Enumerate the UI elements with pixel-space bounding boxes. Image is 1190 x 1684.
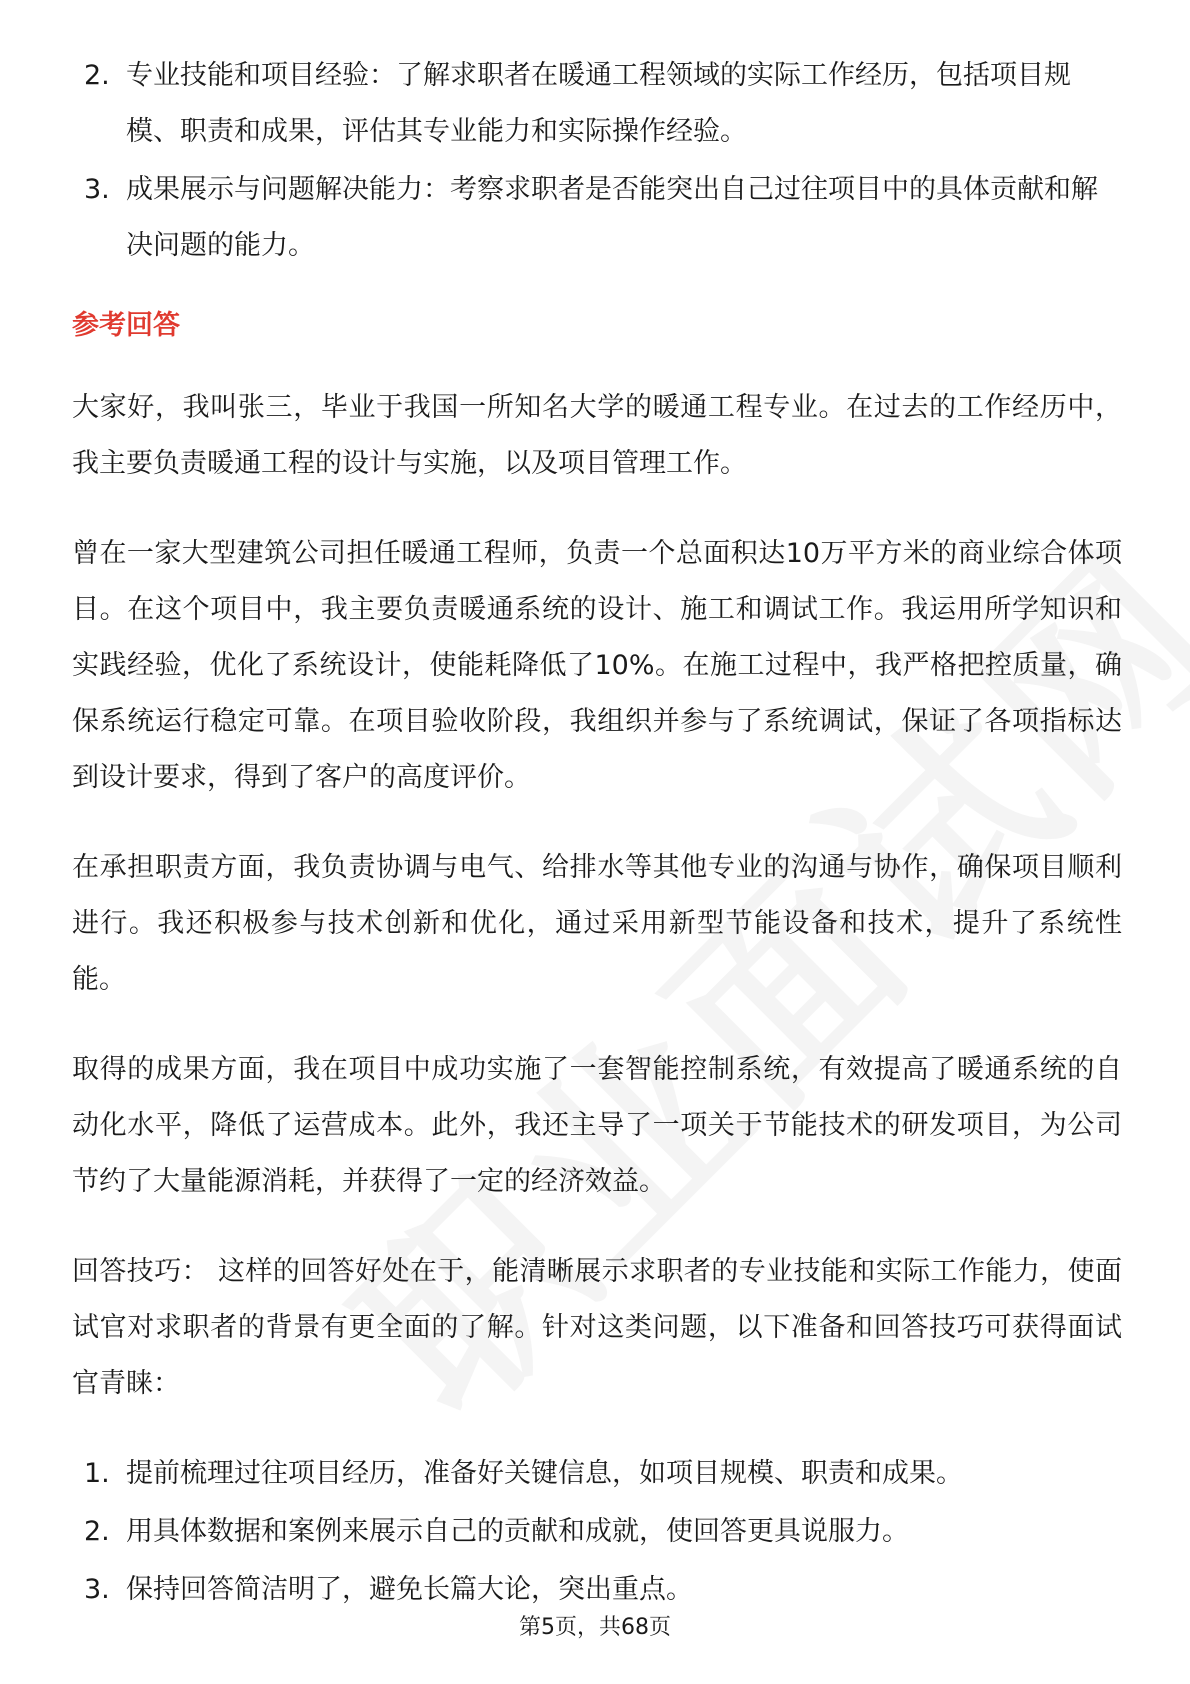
paragraph-responsibilities: 在承担职责方面，我负责协调与电气、给排水等其他专业的沟通与协作，确保项目顺利进行。我还积极参与技术创新和优化，通过采用新型节能设备和技术，提升了系统性能。 xyxy=(72,852,1122,995)
list-item xyxy=(72,162,1122,274)
criteria-list xyxy=(72,48,1122,274)
paragraph-project: 曾在一家大型建筑公司担任暖通工程师，负责一个总面积达10万平方米的商业综合体项目。在这个项目中，我主要负责暖通系统的设计、施工和调试工作。我运用所学知识和实践经验，优化了系统设计，使能耗降低了10%。在施工过程中，我严格把控质量，确保系统运行稳定可靠。在项目验收阶段，我组织并参与了系统调试，保证了各项指标达到设计要求，得到了客户的高度评价。 xyxy=(72,538,1122,793)
document-page xyxy=(72,48,1122,1618)
paragraph-intro: 大家好，我叫张三，毕业于我国一所知名大学的暖通工程专业。在过去的工作经历中，我主要负责暖通工程的设计与实施，以及项目管理工作。 xyxy=(72,392,1122,479)
list-item-text: 专业技能和项目经验：了解求职者在暖通工程领域的实际工作经历，包括项目规模、职责和成果，评估其专业能力和实际操作经验。 xyxy=(126,60,1071,147)
section-title: 参考回答 xyxy=(72,310,180,341)
list-item xyxy=(72,1446,1122,1502)
list-item-number: 2. xyxy=(84,60,110,91)
list-item-text: 用具体数据和案例来展示自己的贡献和成就，使回答更具说服力。 xyxy=(126,1516,909,1547)
list-item-number: 2. xyxy=(84,1516,110,1547)
list-item xyxy=(72,48,1122,160)
list-item-text: 成果展示与问题解决能力：考察求职者是否能突出自己过往项目中的具体贡献和解决问题的能力。 xyxy=(126,174,1098,261)
tips-list xyxy=(72,1446,1122,1618)
list-item-text: 提前梳理过往项目经历，准备好关键信息，如项目规模、职责和成果。 xyxy=(126,1458,963,1489)
list-item-number: 1. xyxy=(84,1458,110,1489)
list-item-number: 3. xyxy=(84,174,110,205)
list-item-number: 3. xyxy=(84,1574,110,1605)
paragraph-achievements: 取得的成果方面，我在项目中成功实施了一套智能控制系统，有效提高了暖通系统的自动化水平，降低了运营成本。此外，我还主导了一项关于节能技术的研发项目，为公司节约了大量能源消耗，并获得了一定的经济效益。 xyxy=(72,1054,1122,1197)
list-item xyxy=(72,1504,1122,1560)
list-item-text: 保持回答简洁明了，避免长篇大论，突出重点。 xyxy=(126,1574,693,1605)
page-number: 第5页，共68页 xyxy=(519,1615,671,1640)
paragraph-tips: 回答技巧： 这样的回答好处在于，能清晰展示求职者的专业技能和实际工作能力，使面试官对求职者的背景有更全面的了解。针对这类问题，以下准备和回答技巧可获得面试官青睐： xyxy=(72,1256,1122,1399)
